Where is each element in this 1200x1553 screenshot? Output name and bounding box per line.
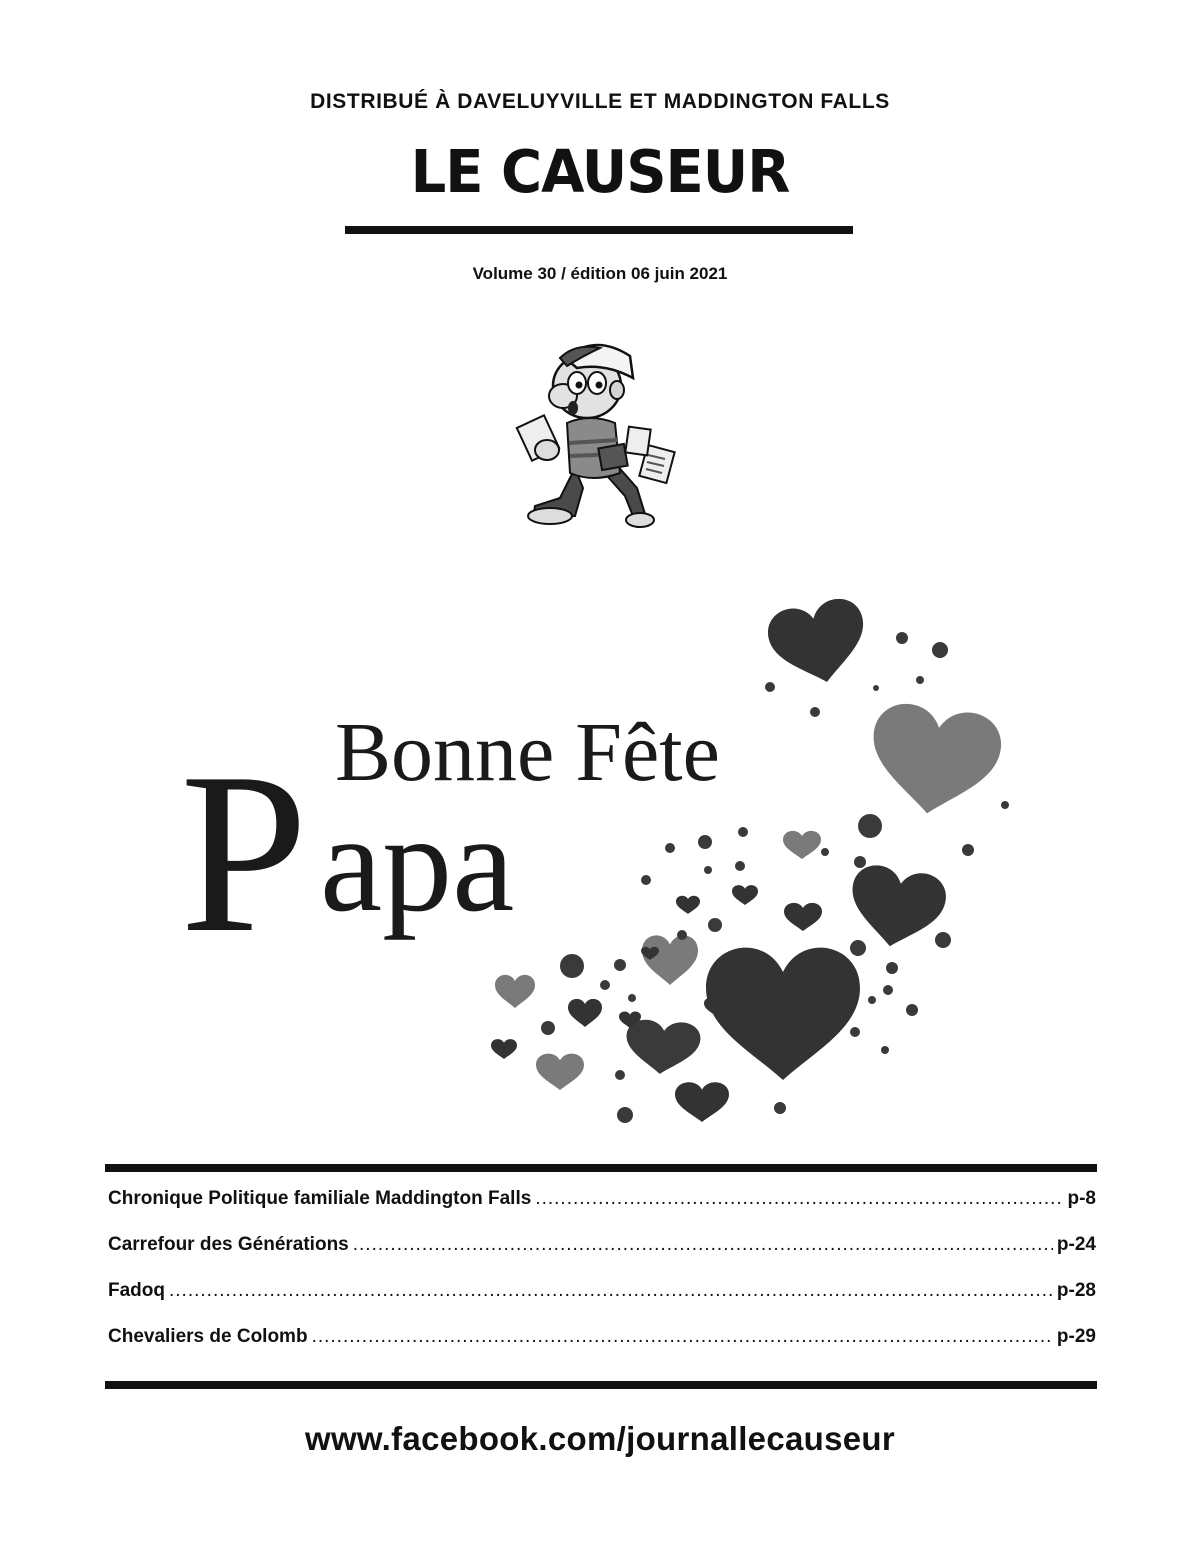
toc-leader — [353, 1234, 1053, 1256]
toc-title: Carrefour des Générations — [108, 1234, 349, 1255]
contents-top-rule — [105, 1164, 1097, 1172]
toc-leader — [535, 1188, 1063, 1210]
toc-row — [108, 1326, 1096, 1372]
table-of-contents — [108, 1188, 1096, 1372]
toc-page: p-28 — [1056, 1280, 1096, 1301]
toc-page: p-24 — [1056, 1234, 1096, 1255]
toc-page: p-8 — [1067, 1188, 1096, 1209]
toc-row — [108, 1234, 1096, 1280]
title-divider — [345, 226, 853, 234]
facebook-url[interactable]: www.facebook.com/journallecauseur — [304, 1420, 895, 1457]
toc-title: Fadoq — [108, 1280, 165, 1301]
newspaper-title: LE CAUSEUR — [410, 138, 790, 207]
toc-row — [108, 1280, 1096, 1326]
hearts-decoration — [491, 594, 1005, 1122]
toc-title: Chronique Politique familiale Maddington Falls — [108, 1188, 532, 1209]
toc-leader — [169, 1280, 1053, 1302]
toc-title: Chevaliers de Colomb — [108, 1326, 308, 1347]
fathers-day-illustration — [160, 580, 1040, 1130]
distribution-line: DISTRIBUÉ À DAVELUYVILLE ET MADDINGTON FALLS — [310, 90, 890, 113]
edition-line: Volume 30 / édition 06 juin 2021 — [472, 264, 728, 283]
greeting-initial: P — [180, 725, 308, 980]
greeting-line-1: Bonne Fête — [335, 706, 720, 799]
toc-page: p-29 — [1056, 1326, 1096, 1347]
toc-row — [108, 1188, 1096, 1234]
contents-bottom-rule — [105, 1381, 1097, 1389]
newspaper-boy-icon — [505, 328, 685, 533]
greeting-line-2: apa — [320, 786, 515, 941]
toc-leader — [312, 1326, 1053, 1348]
